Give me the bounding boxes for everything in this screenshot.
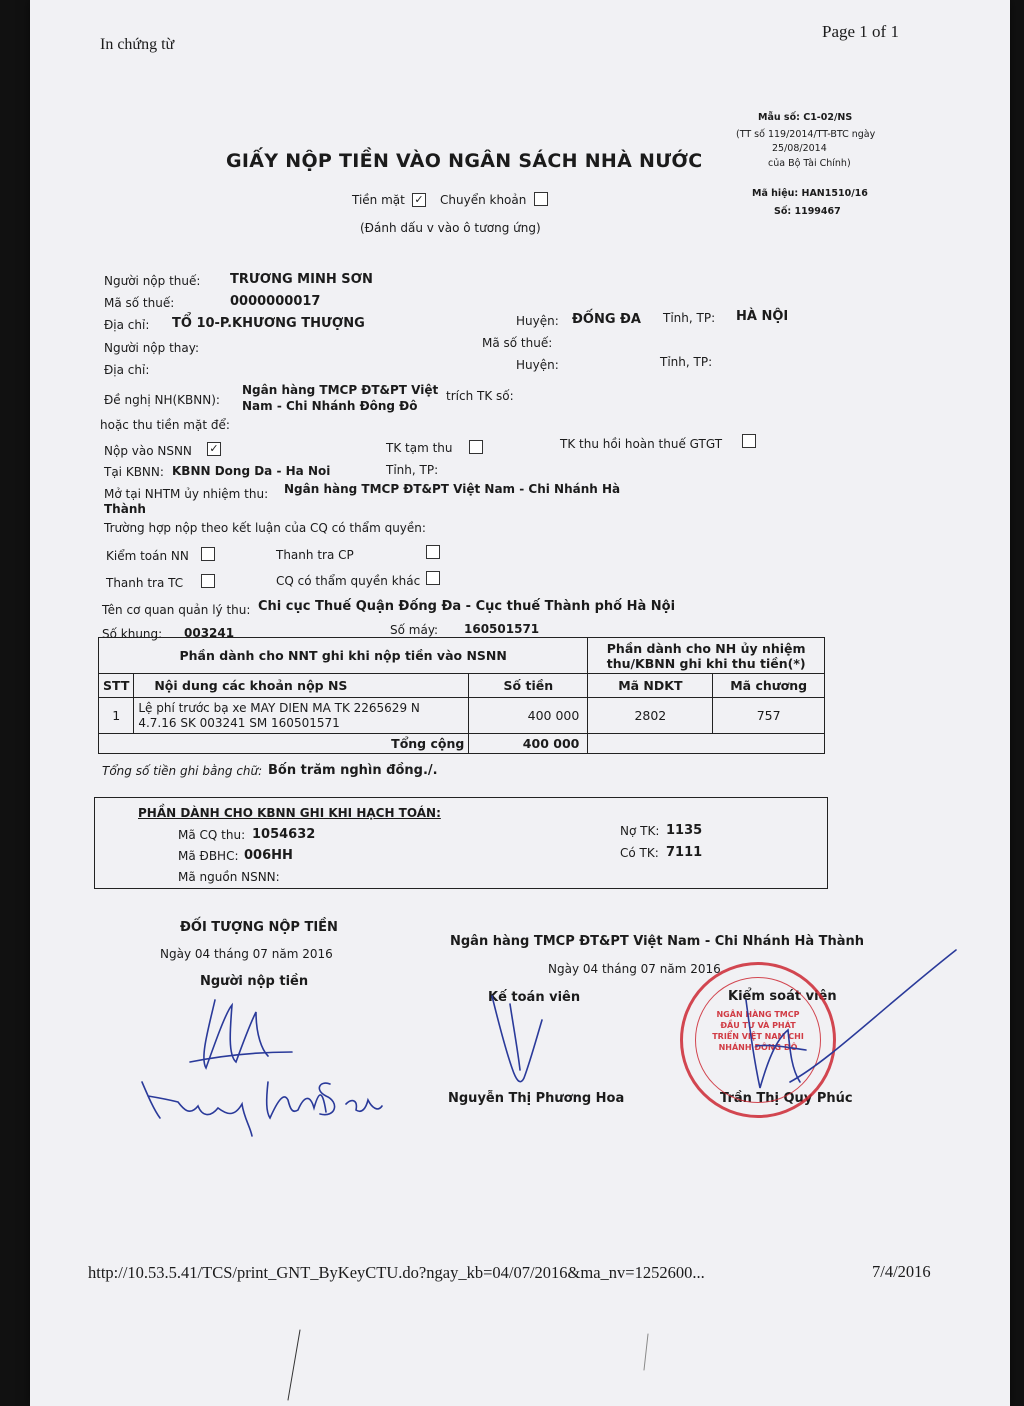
engine-number: 160501571	[464, 622, 540, 636]
tax-code-label: Mã số thuế:	[104, 296, 175, 310]
other-authority-label: CQ có thẩm quyền khác	[276, 574, 421, 588]
payer-section-title: ĐỐI TƯỢNG NỘP TIỀN	[180, 920, 338, 935]
kbnn-label: Tại KBNN:	[104, 465, 164, 479]
row-content-line-2: 4.7.16 SK 003241 SM 160501571	[138, 715, 340, 730]
nhtm-label: Mở tại NHTM ủy nhiệm thu:	[104, 487, 269, 501]
bank-name-line-1: Ngân hàng TMCP ĐT&PT Việt	[242, 383, 439, 397]
head-bank-line-1: Phần dành cho NH ủy nhiệm	[606, 640, 806, 656]
payer-role: Người nộp tiền	[200, 974, 309, 989]
row-content-line-1: Lệ phí trước bạ xe MAY DIEN MA TK 2265629 N	[138, 700, 420, 715]
col-stt: STT	[99, 674, 134, 698]
form-number: Mẫu số: C1-02/NS	[758, 112, 853, 123]
head-bank-line-2: thu/KBNN ghi khi thu tiền(*)	[606, 655, 806, 671]
payer-date: Ngày 04 tháng 07 năm 2016	[160, 947, 333, 961]
cash-label: Tiền mặt	[352, 193, 405, 207]
payer-signature	[142, 1000, 382, 1136]
nsnn-label: Nộp vào NSNN	[104, 444, 192, 458]
bank-section-title: Ngân hàng TMCP ĐT&PT Việt Nam - Chi Nhánh Hà Thành	[450, 934, 865, 949]
payer-name: TRƯƠNG MINH SƠN	[230, 272, 373, 287]
temp-account-label: TK tạm thu	[386, 441, 453, 455]
footer-url: http://10.53.5.41/TCS/print_GNT_ByKeyCTU.do?ngay_kb=04/07/2016&ma_nv=1252600...	[88, 1263, 705, 1282]
frame-label: Số khung:	[102, 627, 163, 641]
agency-label: Tên cơ quan quản lý thu:	[102, 603, 251, 617]
agency-name: Chi cục Thuế Quận Đống Đa - Cục thuế Thành phố Hà Nội	[258, 599, 676, 614]
bank-request-label: Đề nghị NH(KBNN):	[104, 393, 220, 407]
form-code: Mã hiệu: HAN1510/16	[752, 188, 868, 199]
debit-account: 1135	[666, 823, 703, 838]
debit-account-label: trích TK số:	[446, 389, 514, 403]
tax-code: 0000000017	[230, 294, 321, 309]
kbnn-name: KBNN Dong Da - Ha Noi	[172, 464, 331, 478]
nhtm-line-2: Thành	[104, 502, 146, 516]
substitute-tax-label: Mã số thuế:	[482, 336, 553, 350]
signatures-layer	[30, 0, 1010, 1406]
bank-date: Ngày 04 tháng 07 năm 2016	[548, 962, 721, 976]
payer-name-label: Người nộp thuế:	[104, 274, 201, 288]
footer-date: 7/4/2016	[872, 1262, 931, 1281]
substitute-label: Người nộp thay:	[104, 341, 200, 355]
print-label: In chứng từ	[100, 36, 175, 53]
col-chapter: Mã chương	[713, 674, 825, 698]
circular-line-2: 25/08/2014	[772, 143, 827, 154]
dbhc-code: 006HH	[244, 848, 293, 863]
row-ndkt: 2802	[588, 698, 713, 734]
debit-label: Nợ TK:	[620, 824, 660, 838]
seal-text: NGÂN HÀNG TMCP ĐẦU TƯ VÀ PHÁT TRIỂN VIỆT NAM CHI NHÁNH ĐÔNG ĐÔ	[712, 1010, 804, 1052]
document-page	[30, 0, 1010, 1406]
controller-signature	[746, 950, 956, 1088]
total-label: Tổng cộng	[99, 734, 469, 754]
credit-account: 7111	[666, 845, 703, 860]
row-chapter: 757	[713, 698, 825, 734]
credit-label: Có TK:	[620, 846, 659, 860]
kbnn-box-title: PHẦN DÀNH CHO KBNN GHI KHI HẠCH TOÁN:	[138, 806, 441, 820]
paper-mark	[288, 1330, 648, 1400]
cash-checkbox[interactable]: ✓	[412, 193, 426, 207]
nsnn-checkbox[interactable]: ✓	[207, 442, 221, 456]
cq-code: 1054632	[252, 827, 316, 842]
vat-refund-label: TK thu hồi hoàn thuế GTGT	[560, 437, 723, 451]
col-ndkt: Mã NDKT	[588, 674, 713, 698]
head-payer-section: Phần dành cho NNT ghi khi nộp tiền vào NSNN	[99, 638, 588, 674]
circular-line-3: của Bộ Tài Chính)	[768, 158, 851, 169]
document-title: GIẤY NỘP TIỀN VÀO NGÂN SÁCH NHÀ NƯỚC	[226, 150, 703, 172]
amount-words-label: Tổng số tiền ghi bằng chữ:	[102, 764, 263, 778]
cq-code-label: Mã CQ thu:	[178, 828, 246, 842]
controller-name: Trần Thị Quy Phúc	[720, 1091, 853, 1106]
district-label: Huyện:	[516, 314, 559, 328]
payment-note: (Đánh dấu v vào ô tương ứng)	[360, 221, 541, 235]
form-serial: Số: 1199467	[774, 206, 841, 217]
total-amount: 400 000	[469, 734, 588, 754]
substitute-address-label: Địa chỉ:	[104, 363, 150, 377]
finance-inspect-label: Thanh tra TC	[106, 576, 184, 590]
page-number: Page 1 of 1	[822, 22, 899, 41]
substitute-province-label: Tỉnh, TP:	[660, 355, 713, 369]
province-label: Tỉnh, TP:	[663, 311, 716, 325]
accountant-role: Kế toán viên	[488, 990, 581, 1005]
gov-inspect-label: Thanh tra CP	[276, 548, 354, 562]
accountant-signature	[492, 996, 542, 1082]
frame-number: 003241	[184, 626, 235, 640]
row-amount: 400 000	[469, 698, 588, 734]
or-cash-label: hoặc thu tiền mặt để:	[100, 418, 230, 432]
col-amount: Số tiền	[469, 674, 588, 698]
nhtm-line-1: Ngân hàng TMCP ĐT&PT Việt Nam - Chi Nhánh Hà	[284, 482, 621, 496]
address-label: Địa chỉ:	[104, 318, 150, 332]
col-content: Nội dung các khoản nộp NS	[134, 674, 469, 698]
dbhc-label: Mã ĐBHC:	[178, 849, 239, 863]
case-label: Trường hợp nộp theo kết luận của CQ có thẩm quyền:	[104, 521, 426, 535]
amount-words: Bốn trăm nghìn đồng./.	[268, 763, 438, 778]
state-audit-label: Kiểm toán NN	[106, 549, 189, 563]
source-label: Mã nguồn NSNN:	[178, 870, 280, 884]
row-stt: 1	[99, 698, 134, 734]
bank-name-line-2: Nam - Chi Nhánh Đông Đô	[242, 399, 418, 413]
engine-label: Số máy:	[390, 623, 439, 637]
controller-role: Kiểm soát viên	[728, 989, 837, 1004]
address: TỔ 10-P.KHƯƠNG THƯỢNG	[172, 316, 365, 331]
circular-line-1: (TT số 119/2014/TT-BTC ngày	[736, 129, 876, 140]
province: HÀ NỘI	[736, 309, 789, 324]
substitute-district-label: Huyện:	[516, 358, 559, 372]
accountant-name: Nguyễn Thị Phương Hoa	[448, 1091, 625, 1106]
kbnn-province-label: Tỉnh, TP:	[386, 463, 439, 477]
district: ĐỐNG ĐA	[572, 312, 641, 327]
transfer-label: Chuyển khoản	[440, 193, 527, 207]
